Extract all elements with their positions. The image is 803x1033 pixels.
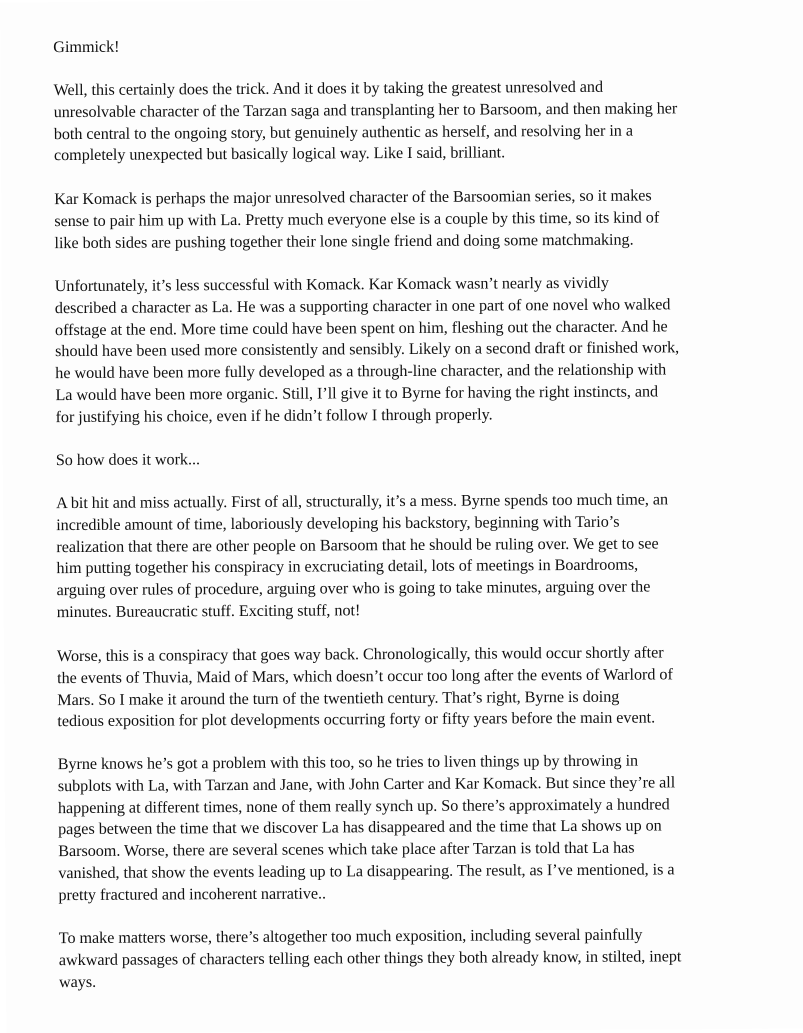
text-line: Kar Komack is perhaps the major unresolved character of the Barsoomian series, so it makes	[54, 186, 652, 209]
heading-line: Gimmick!	[53, 37, 120, 57]
text-line: unresolvable character of the Tarzan saga and transplanting her to Barsoom, and then making her	[53, 99, 678, 121]
text-line: him putting together his conspiracy in excruciating detail, lots of meetings in Boardrooms,	[56, 555, 639, 578]
text-line: tedious exposition for plot developments occurring forty or fifty years before the main event.	[57, 708, 656, 731]
paragraph-4	[56, 446, 796, 472]
paragraph-2	[54, 185, 794, 255]
text-line: A bit hit and miss actually. First of all, structurally, it’s a mess. Byrne spends too much time, an	[56, 490, 669, 513]
text-line: So how does it work...	[55, 450, 200, 470]
text-line: the events of Thuvia, Maid of Mars, which doesn’t occur too long after the events of Warlord of	[57, 665, 673, 687]
text-line: minutes. Bureaucratic stuff. Exciting stuff, not!	[56, 601, 361, 622]
text-line: arguing over rules of procedure, arguing over who is going to take minutes, arguing over the	[56, 577, 651, 600]
text-line: Mars. So I make it around the turn of the twentieth century. That’s right, Byrne is doing	[57, 687, 620, 709]
paragraph-7	[58, 750, 799, 907]
text-line: Worse, this is a conspiracy that goes way back. Chronologically, this would occur shortly after	[56, 643, 664, 666]
text-line: pages between the time that we discover La has disappeared and the time that La shows up on	[58, 816, 662, 839]
text-line: Barsoom. Worse, there are several scenes which take place after Tarzan is told that La has	[58, 838, 635, 861]
text-line: Well, this certainly does the trick. And it does it by taking the greatest unresolved and	[53, 77, 604, 100]
text-line: offstage at the end. More time could have been spent on him, fleshing out the character. And he	[54, 316, 668, 339]
text-line: described a character as La. He was a supporting character in one part of one novel who walked	[54, 295, 671, 317]
text-line: Unfortunately, it’s less successful with Komack. Kar Komack wasn’t nearly as vividly	[54, 273, 609, 296]
text-line: he would have been more fully developed as a through-line character, and the relationship with	[55, 360, 667, 383]
text-line: both central to the ongoing story, but genuinely authentic as herself, and resolving her in a	[53, 121, 634, 143]
text-line: should have been used more consistently and sensibly. Likely on a second draft or finished work,	[55, 338, 680, 361]
paragraph-8	[59, 924, 799, 994]
text-line: La would have been more organic. Still, I’ll give it to Byrne for having the right instincts, and	[55, 382, 659, 405]
document-heading	[53, 37, 119, 59]
text-line: pretty fractured and incoherent narrative..	[58, 884, 327, 904]
text-line: ways.	[58, 972, 97, 991]
paragraph-6	[57, 642, 798, 734]
text-line: To make matters worse, there’s altogether too much exposition, including several painfully	[58, 925, 643, 948]
text-line: subplots with La, with Tarzan and Jane, with John Carter and Kar Komack. But since they’re all	[57, 773, 676, 795]
text-line: happening at different times, none of them really synch up. So there’s approximately a hundred	[57, 794, 670, 817]
paragraph-5	[56, 489, 797, 624]
text-line: for justifying his choice, even if he didn’t follow I through properly.	[55, 405, 493, 426]
paragraph-3	[55, 272, 796, 429]
text-line: like both sides are pushing together their lone single friend and doing some matchmaking.	[54, 230, 634, 252]
paragraph-1	[53, 76, 794, 168]
text-line: sense to pair him up with La. Pretty much everyone else is a couple by this time, so its kind of	[54, 208, 660, 230]
text-line: realization that there are other people on Barsoom that he should be ruling over. We get to see	[56, 534, 659, 556]
text-line: completely unexpected but basically logical way. Like I said, brilliant.	[53, 143, 506, 165]
text-line: awkward passages of characters telling each other things they both already know, in stilted, inept	[58, 947, 682, 969]
text-line: Byrne knows he’s got a problem with this too, so he tries to liven things up by throwing in	[57, 751, 639, 774]
text-line: incredible amount of time, laboriously developing his backstory, beginning with Tario’s	[56, 512, 620, 534]
text-line: vanished, that show the events leading up to La disappearing. The result, as I’ve mentioned, is a	[58, 860, 675, 883]
